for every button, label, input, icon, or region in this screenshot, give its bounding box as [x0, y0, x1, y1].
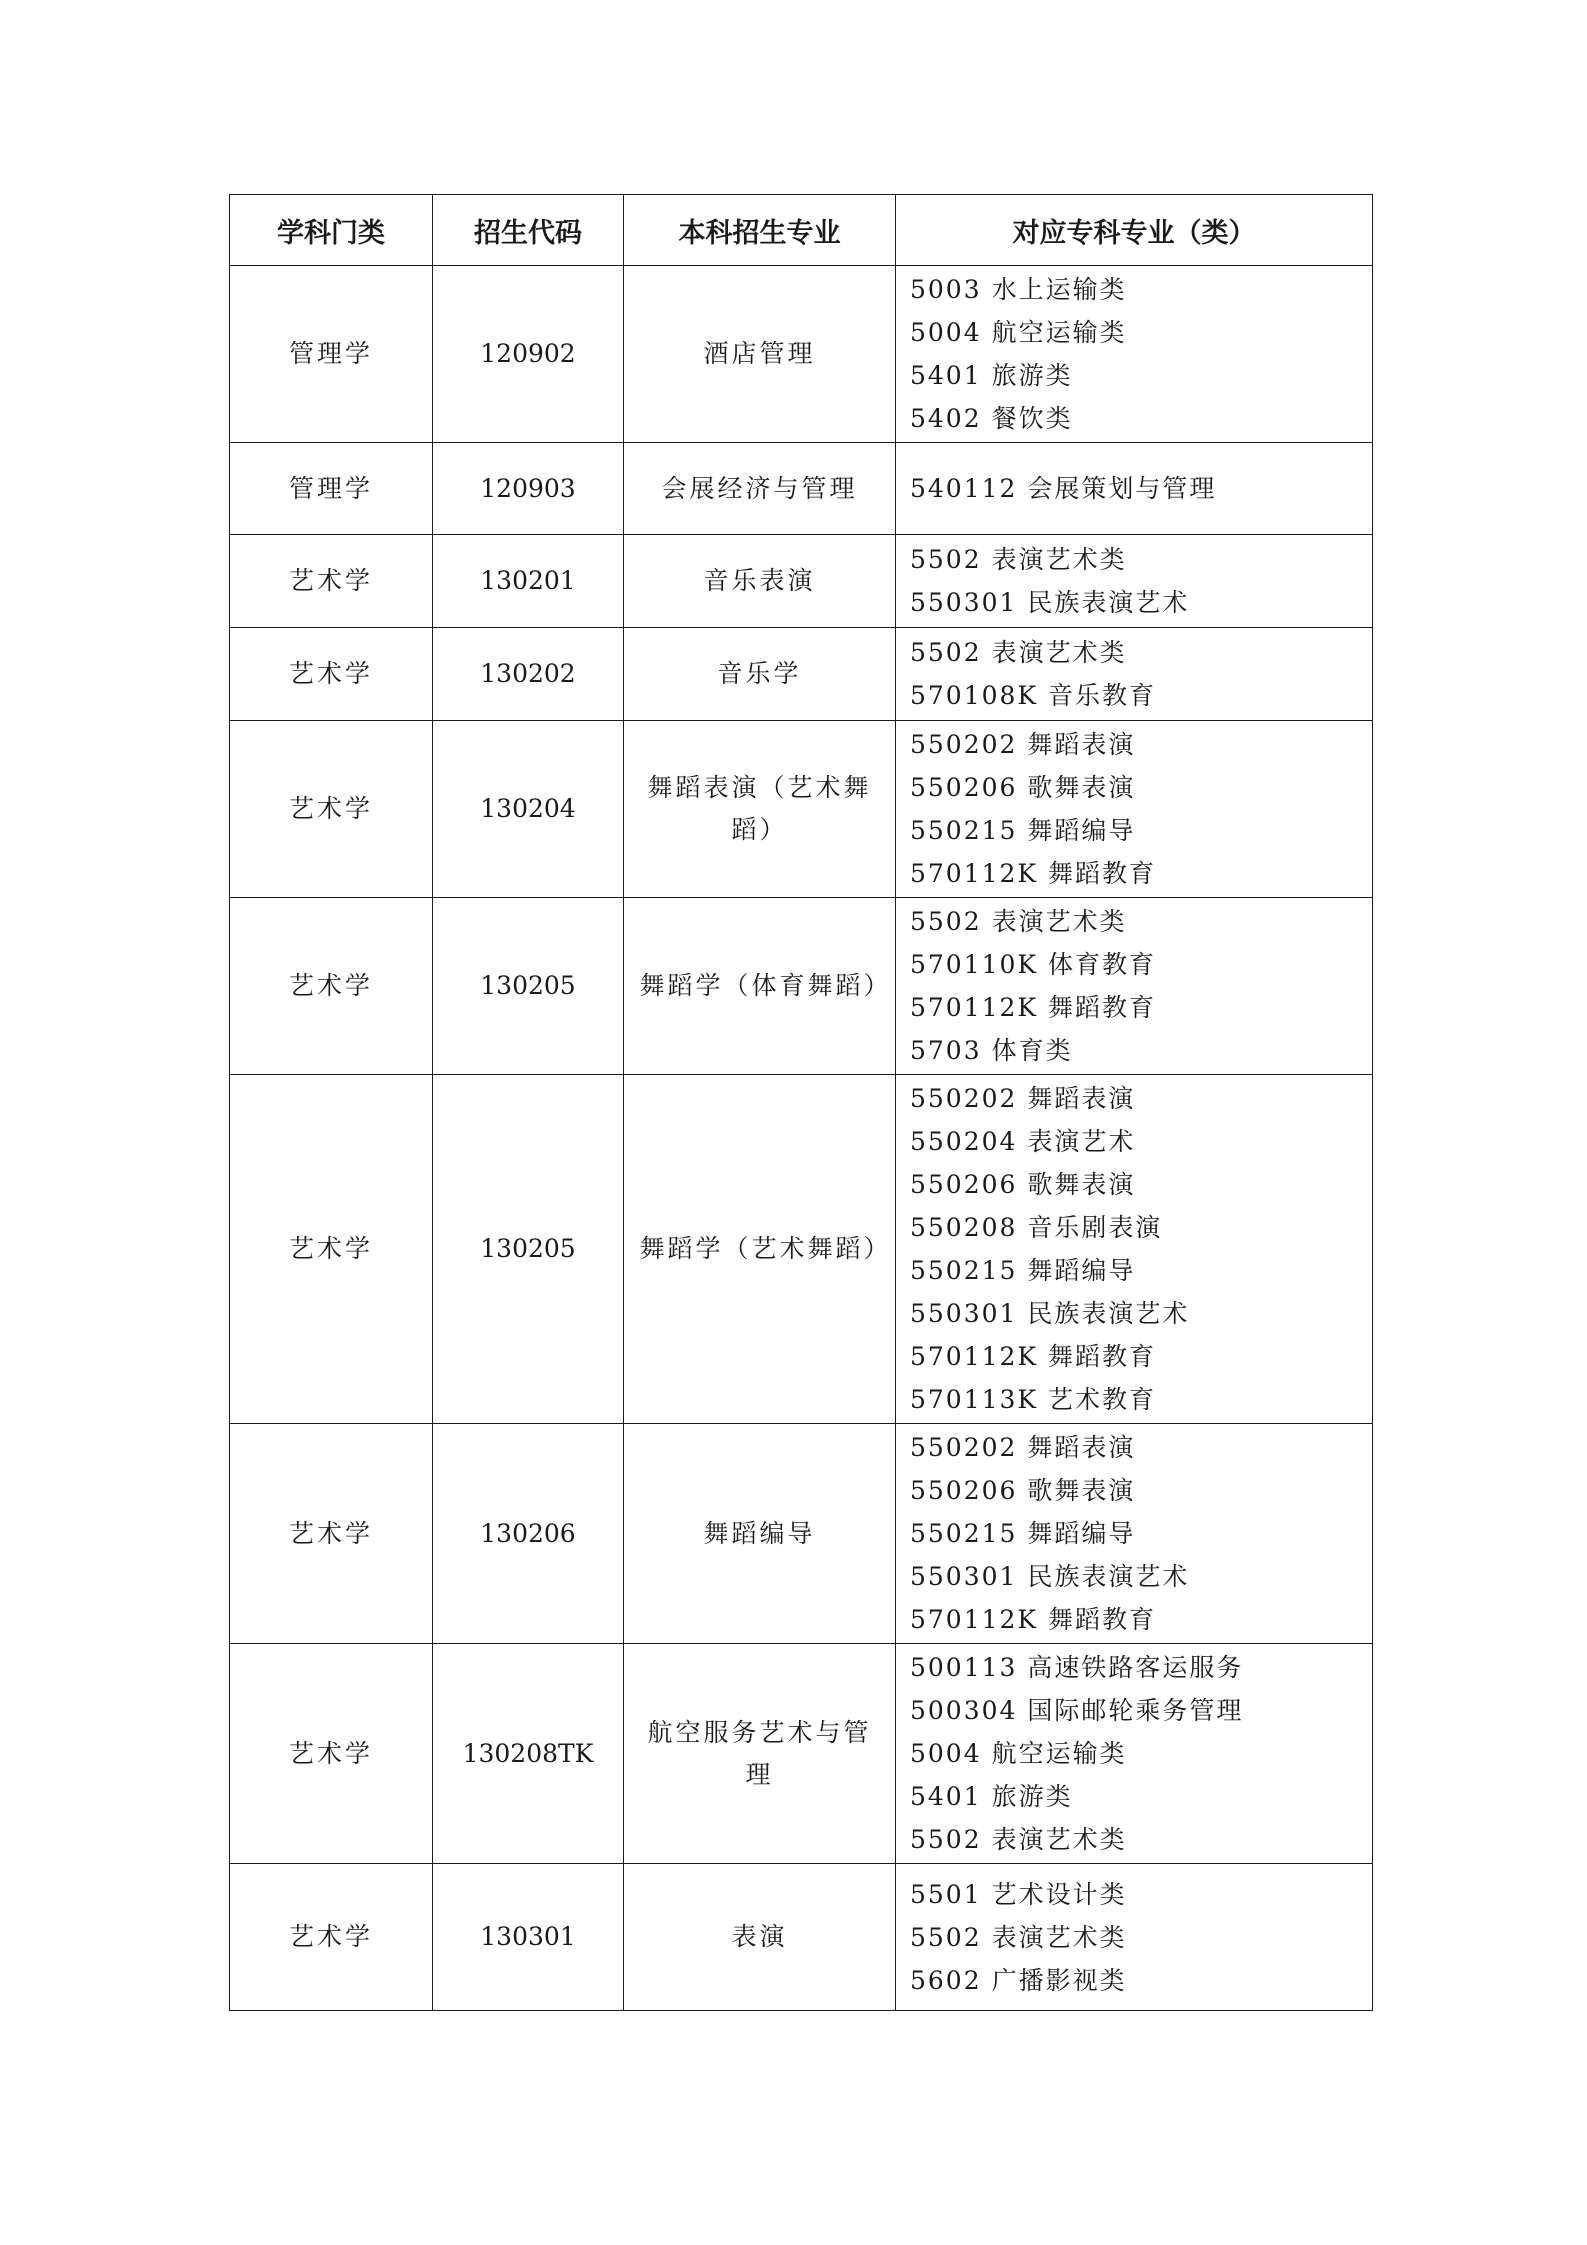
specialty-list — [910, 465, 1372, 512]
table-row — [230, 1864, 1373, 2011]
undergrad-major-text: 音乐学 — [717, 659, 802, 688]
specialty-list — [910, 1075, 1372, 1423]
specialty-item: 5003 水上运输类 — [910, 275, 1127, 304]
enroll-code-cell: 130204 — [433, 721, 624, 898]
undergrad-major-cell — [624, 266, 896, 443]
college-specialty-cell — [896, 898, 1373, 1075]
specialty-list — [910, 536, 1372, 626]
college-specialty-cell — [896, 1644, 1373, 1864]
specialty-item: 570110K 体育教育 — [910, 950, 1157, 979]
undergrad-major-text: 航空服务艺术与管理 — [647, 1717, 872, 1789]
undergrad-major-cell — [624, 721, 896, 898]
undergrad-major-text: 舞蹈表演（艺术舞蹈） — [647, 773, 872, 844]
undergrad-major-cell — [624, 1075, 896, 1424]
table-header-row — [230, 195, 1373, 266]
category-cell — [230, 721, 433, 898]
category-text: 艺术学 — [288, 566, 373, 595]
specialty-list — [910, 721, 1372, 897]
specialty-item: 550206 歌舞表演 — [910, 1170, 1136, 1199]
college-specialty-cell — [896, 266, 1373, 443]
college-specialty-cell — [896, 628, 1373, 721]
enroll-code-cell: 120902 — [433, 266, 624, 443]
specialty-list — [910, 1871, 1372, 2004]
table-row — [230, 443, 1373, 535]
specialty-item: 500304 国际邮轮乘务管理 — [910, 1696, 1244, 1725]
specialty-item: 5402 餐饮类 — [910, 404, 1073, 433]
enroll-code-cell: 130206 — [433, 1424, 624, 1644]
specialty-item: 5401 旅游类 — [910, 361, 1073, 390]
undergrad-major-cell — [624, 443, 896, 535]
undergrad-major-text: 舞蹈编导 — [703, 1518, 816, 1548]
specialty-item: 570112K 舞蹈教育 — [910, 859, 1157, 888]
specialty-item: 550206 歌舞表演 — [910, 1476, 1136, 1505]
category-cell — [230, 266, 433, 443]
category-text: 艺术学 — [288, 794, 373, 823]
specialty-item: 550215 舞蹈编导 — [910, 1519, 1136, 1548]
undergrad-major-text: 音乐表演 — [703, 566, 816, 595]
specialty-item: 550301 民族表演艺术 — [910, 1562, 1190, 1591]
category-cell — [230, 1864, 433, 2011]
undergrad-major-text: 酒店管理 — [703, 339, 816, 368]
category-text: 艺术学 — [288, 1518, 373, 1548]
header-undergrad-major: 本科招生专业 — [624, 195, 896, 266]
specialty-item: 550301 民族表演艺术 — [910, 1299, 1190, 1328]
specialty-item: 540112 会展策划与管理 — [910, 474, 1217, 503]
table-row — [230, 1075, 1373, 1424]
college-specialty-cell — [896, 535, 1373, 628]
college-specialty-cell — [896, 1864, 1373, 2011]
specialty-item: 5502 表演艺术类 — [910, 1922, 1127, 1952]
table-row — [230, 1644, 1373, 1864]
specialty-item: 5004 航空运输类 — [910, 318, 1127, 347]
category-cell — [230, 535, 433, 628]
undergrad-major-cell — [624, 898, 896, 1075]
specialty-item: 5703 体育类 — [910, 1036, 1073, 1065]
specialty-item: 570113K 艺术教育 — [910, 1385, 1157, 1414]
category-text: 管理学 — [288, 339, 373, 368]
specialty-item: 5004 航空运输类 — [910, 1739, 1127, 1768]
specialty-list — [910, 1644, 1372, 1863]
table-body — [230, 266, 1373, 2011]
header-college-specialty: 对应专科专业（类） — [896, 195, 1373, 266]
undergrad-major-cell — [624, 1424, 896, 1644]
header-enroll-code: 招生代码 — [433, 195, 624, 266]
header-category: 学科门类 — [230, 195, 433, 266]
enroll-code-cell: 130208TK — [433, 1644, 624, 1864]
major-correspondence-table — [229, 194, 1373, 2011]
undergrad-major-text: 舞蹈学（体育舞蹈） — [639, 971, 892, 1000]
specialty-list — [910, 1424, 1372, 1643]
specialty-item: 5401 旅游类 — [910, 1782, 1073, 1811]
specialty-item: 550206 歌舞表演 — [910, 773, 1136, 802]
undergrad-major-cell — [624, 1864, 896, 2011]
undergrad-major-text: 舞蹈学（艺术舞蹈） — [639, 1234, 892, 1263]
category-cell — [230, 1644, 433, 1864]
category-cell — [230, 1075, 433, 1424]
specialty-item: 5502 表演艺术类 — [910, 638, 1127, 667]
table-row — [230, 266, 1373, 443]
specialty-list — [910, 266, 1372, 442]
enroll-code-cell: 130205 — [433, 898, 624, 1075]
college-specialty-cell — [896, 721, 1373, 898]
undergrad-major-cell — [624, 535, 896, 628]
specialty-item: 570108K 音乐教育 — [910, 681, 1157, 710]
category-text: 艺术学 — [288, 1234, 373, 1263]
specialty-item: 550204 表演艺术 — [910, 1127, 1136, 1156]
specialty-item: 570112K 舞蹈教育 — [910, 1342, 1157, 1371]
table-row — [230, 1424, 1373, 1644]
specialty-item: 550202 舞蹈表演 — [910, 730, 1136, 759]
enroll-code-cell: 120903 — [433, 443, 624, 535]
table-row — [230, 535, 1373, 628]
category-text: 艺术学 — [288, 971, 373, 1000]
undergrad-major-text: 会展经济与管理 — [661, 473, 858, 503]
enroll-code-cell: 130201 — [433, 535, 624, 628]
specialty-item: 550208 音乐剧表演 — [910, 1213, 1163, 1242]
enroll-code-cell: 130205 — [433, 1075, 624, 1424]
specialty-item: 5501 艺术设计类 — [910, 1879, 1127, 1909]
specialty-item: 5502 表演艺术类 — [910, 1825, 1127, 1854]
undergrad-major-text: 表演 — [731, 1922, 788, 1951]
category-cell — [230, 898, 433, 1075]
specialty-list — [910, 898, 1372, 1074]
specialty-item: 550215 舞蹈编导 — [910, 816, 1136, 845]
specialty-item: 5502 表演艺术类 — [910, 545, 1127, 574]
specialty-item: 550202 舞蹈表演 — [910, 1433, 1136, 1462]
category-text: 管理学 — [288, 473, 373, 503]
specialty-item: 500113 高速铁路客运服务 — [910, 1653, 1244, 1682]
enroll-code-cell: 130202 — [433, 628, 624, 721]
category-text: 艺术学 — [288, 659, 373, 688]
college-specialty-cell — [896, 443, 1373, 535]
table-row — [230, 721, 1373, 898]
category-cell — [230, 628, 433, 721]
category-text: 艺术学 — [288, 1738, 373, 1768]
table-row — [230, 628, 1373, 721]
undergrad-major-cell — [624, 1644, 896, 1864]
category-text: 艺术学 — [288, 1922, 373, 1951]
specialty-list — [910, 629, 1372, 719]
college-specialty-cell — [896, 1075, 1373, 1424]
specialty-item: 570112K 舞蹈教育 — [910, 993, 1157, 1022]
category-cell — [230, 443, 433, 535]
enroll-code-cell: 130301 — [433, 1864, 624, 2011]
specialty-item: 570112K 舞蹈教育 — [910, 1605, 1157, 1634]
specialty-item: 550202 舞蹈表演 — [910, 1084, 1136, 1113]
category-cell — [230, 1424, 433, 1644]
specialty-item: 5502 表演艺术类 — [910, 907, 1127, 936]
specialty-item: 550215 舞蹈编导 — [910, 1256, 1136, 1285]
college-specialty-cell — [896, 1424, 1373, 1644]
specialty-item: 5602 广播影视类 — [910, 1965, 1127, 1995]
specialty-item: 550301 民族表演艺术 — [910, 588, 1190, 617]
table-row — [230, 898, 1373, 1075]
undergrad-major-cell — [624, 628, 896, 721]
